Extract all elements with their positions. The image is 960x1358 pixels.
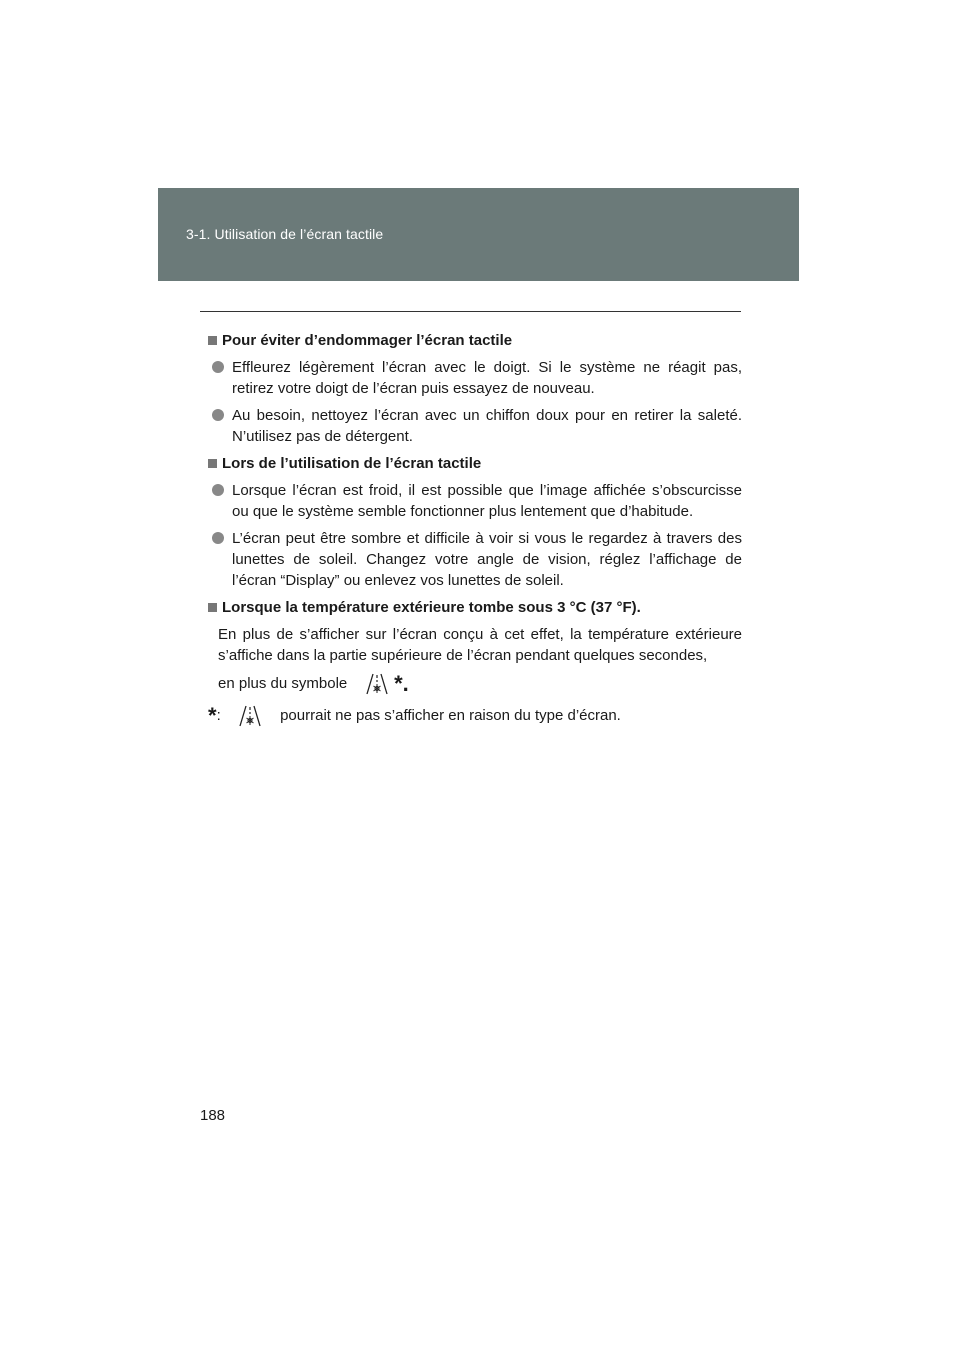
list-item — [208, 480, 742, 522]
footnote-asterisk: * — [208, 702, 217, 728]
paragraph — [208, 624, 742, 666]
square-bullet-icon — [208, 603, 217, 612]
heading-text: Lorsque la température extérieure tombe sous 3 °C (37 °F). — [222, 599, 641, 616]
footnote-colon: : — [216, 706, 221, 724]
page-number: 188 — [200, 1107, 226, 1124]
heading-text: Pour éviter d’endommager l’écran tactile — [222, 332, 513, 349]
paragraph-text: en plus du symbole — [218, 674, 348, 692]
list-item-text: Effleurez légèrement l’écran avec le doigt. Si le système ne réagit pas, retirez votre doigt de l’écran puis essayez de nouveau. — [232, 359, 742, 397]
section-heading — [208, 330, 742, 351]
round-bullet-icon — [212, 532, 224, 544]
asterisk-note-mark: *. — [394, 670, 409, 696]
list-item — [208, 357, 742, 399]
paragraph-text: En plus de s’afficher sur l’écran conçu à cet effet, la température extérieure s’affiche dans la partie supérieure de l’écran pendant quelques secondes, — [218, 626, 742, 664]
section-title: 3-1. Utilisation de l’écran tactile — [186, 226, 384, 242]
page-content — [208, 330, 742, 728]
round-bullet-icon — [212, 409, 224, 421]
list-item-text: Au besoin, nettoyez l’écran avec un chiffon doux pour en retirer la saleté. N’utilisez pas de détergent. — [232, 407, 742, 445]
round-bullet-icon — [212, 361, 224, 373]
section-heading — [208, 597, 742, 618]
square-bullet-icon — [208, 459, 217, 468]
round-bullet-icon — [212, 484, 224, 496]
footnote — [208, 704, 742, 728]
list-item-text: L’écran peut être sombre et difficile à voir si vous le regardez à travers des lunettes de soleil. Changez votre angle de vision, réglez l’affichage de l’écran “Display” ou enlevez vos lunettes de soleil. — [232, 530, 742, 589]
icy-road-warning-icon — [237, 704, 263, 728]
list-item — [208, 528, 742, 591]
heading-text: Lors de l’utilisation de l’écran tactile — [222, 455, 482, 472]
list-item — [208, 405, 742, 447]
section-header-band — [158, 188, 799, 281]
paragraph-symbol-line — [208, 672, 742, 696]
square-bullet-icon — [208, 336, 217, 345]
section-heading — [208, 453, 742, 474]
icy-road-warning-icon — [364, 672, 390, 696]
horizontal-rule — [200, 311, 741, 312]
list-item-text: Lorsque l’écran est froid, il est possible que l’image affichée s’obscurcisse ou que le système semble fonctionner plus lentement que d’habitude. — [232, 482, 742, 520]
footnote-text: pourrait ne pas s’afficher en raison du type d’écran. — [280, 706, 621, 724]
